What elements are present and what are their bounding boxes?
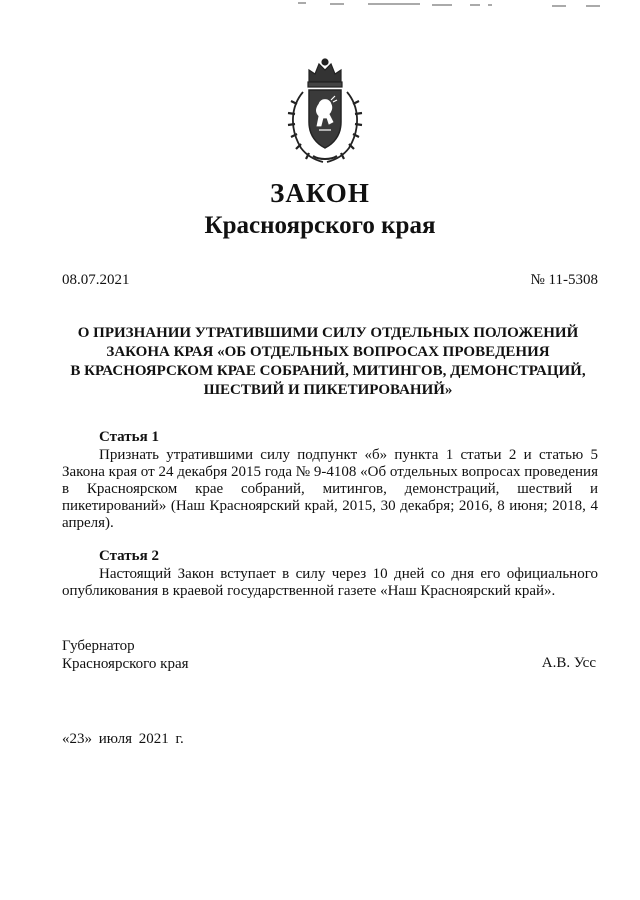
heading-line: ШЕСТВИЙ И ПИКЕТИРОВАНИЙ»: [203, 382, 453, 398]
signatory-position-line-1: Губернатор: [62, 638, 135, 654]
article-body: Настоящий Закон вступает в силу через 10 дней со дня его официального опубликования в краевой государственной газете «Наш Красноярский край».: [62, 566, 598, 599]
signing-date: «23» июля 2021 г.: [62, 731, 184, 747]
article-title: Статья 1: [99, 429, 159, 445]
document-number: № 11-5308: [530, 272, 598, 288]
signatory-position-line-2: Красноярского края: [62, 656, 189, 672]
signatory-name: А.В. Усс: [541, 655, 596, 671]
scan-artifacts: [0, 0, 640, 14]
heading-line: ЗАКОНА КРАЯ «ОБ ОТДЕЛЬНЫХ ВОПРОСАХ ПРОВЕДЕНИЯ: [106, 344, 550, 360]
article-body: Признать утратившими силу подпункт «б» пункта 1 статьи 2 и статью 5 Закона края от 24 декабря 2015 года № 9-4108 «Об отдельных вопросах проведения в Красноярском крае собраний, митингов, демонстраций, шествий и пикетирований» (Наш Красноярский край, 2015, 30 декабря; 2016, 8 июня; 2018, 4 апреля).: [62, 447, 598, 531]
article-title: Статья 2: [99, 548, 159, 564]
heading-line: В КРАСНОЯРСКОМ КРАЕ СОБРАНИЙ, МИТИНГОВ, ДЕМОНСТРАЦИЙ,: [70, 363, 586, 379]
document-date: 08.07.2021: [62, 272, 130, 288]
article-1: [62, 429, 598, 532]
issuer-subtitle: Красноярского края: [204, 212, 436, 239]
heading-line: О ПРИЗНАНИИ УТРАТИВШИМИ СИЛУ ОТДЕЛЬНЫХ ПОЛОЖЕНИЙ: [77, 325, 579, 341]
document-type-title: ЗАКОН: [270, 178, 370, 208]
coat-of-arms-icon: [283, 56, 367, 168]
document-heading: [56, 324, 600, 400]
signature-block: [62, 637, 596, 673]
article-2: [62, 548, 598, 600]
